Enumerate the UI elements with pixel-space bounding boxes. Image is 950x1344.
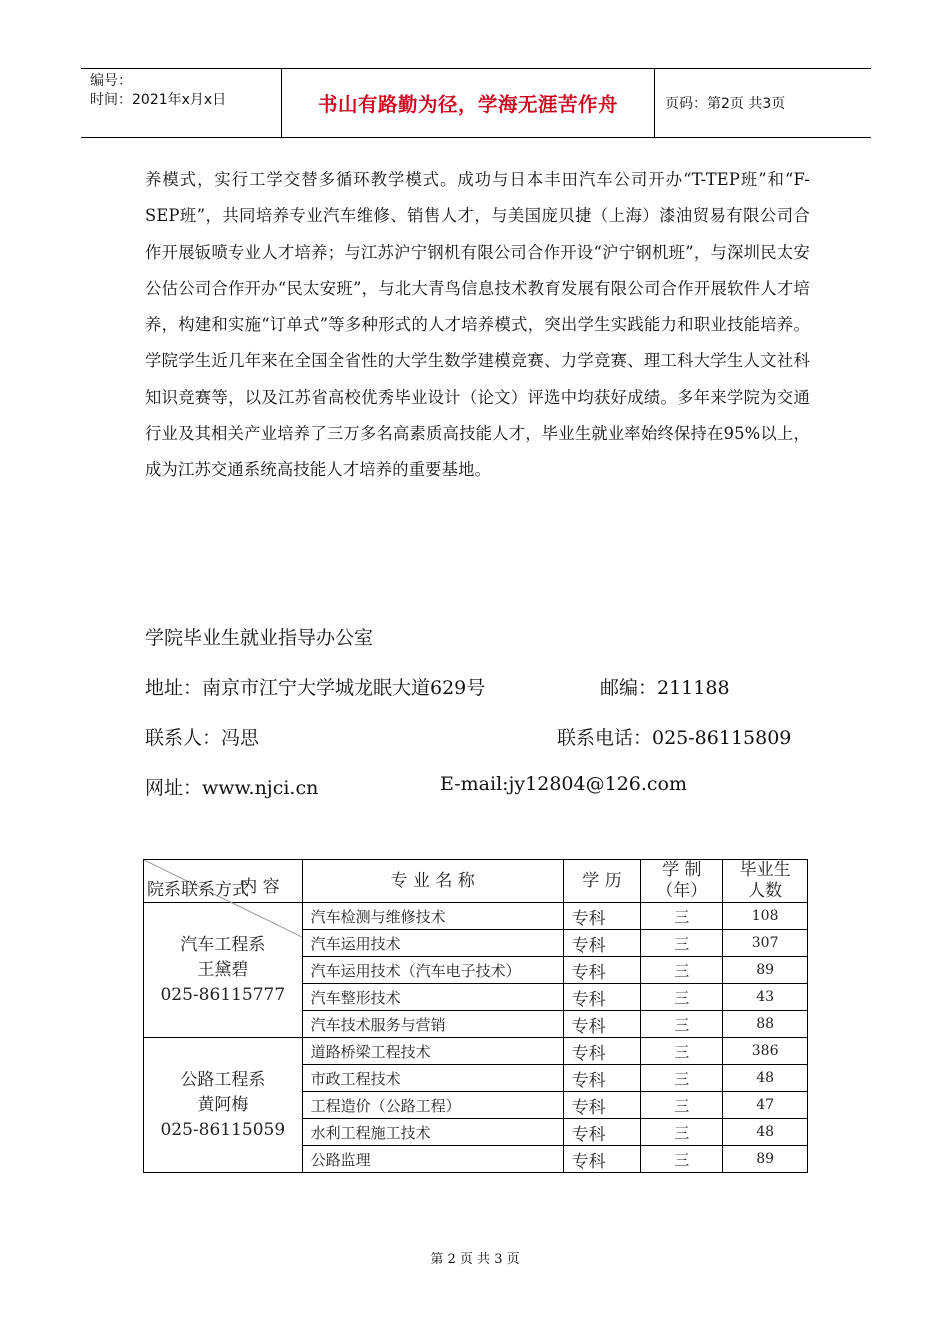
contact-person: 联系人：冯思: [145, 727, 260, 749]
department-name: 汽车工程系: [180, 934, 266, 955]
years-cell: 三: [641, 930, 723, 957]
count-cell: 48: [723, 1119, 808, 1146]
years-header-line2: （年）: [656, 881, 708, 901]
diag-bottom-label: 院系联系方式: [147, 880, 249, 900]
years-cell: 三: [641, 903, 723, 930]
grads-header-line1: 毕业生: [739, 860, 791, 880]
years-cell: 三: [641, 1011, 723, 1038]
years-cell: 三: [641, 1065, 723, 1092]
major-cell: 汽车技术服务与营销: [302, 1011, 563, 1038]
count-cell: 43: [723, 984, 808, 1011]
major-cell: 工程造价（公路工程）: [302, 1092, 563, 1119]
count-cell: 48: [723, 1065, 808, 1092]
website: 网址：www.njci.cn: [145, 777, 319, 799]
years-cell: 三: [641, 1038, 723, 1065]
years-header-line1: 学 制: [662, 860, 702, 880]
code-label: 编号：: [90, 73, 132, 89]
department-contact: 黄阿梅: [197, 1094, 249, 1115]
department-cell: [144, 1038, 303, 1173]
major-cell: 水利工程施工技术: [302, 1119, 563, 1146]
degree-cell: 专科: [563, 1146, 641, 1173]
years-cell: 三: [641, 957, 723, 984]
major-cell: 汽车运用技术（汽车电子技术）: [302, 957, 563, 984]
degree-cell: 专科: [563, 903, 641, 930]
count-cell: 88: [723, 1011, 808, 1038]
degree-cell: 专科: [563, 1011, 641, 1038]
header-motto: 书山有路勤为径，学海无涯苦作舟: [282, 69, 655, 137]
years-cell: 三: [641, 984, 723, 1011]
address: 地址：南京市江宁大学城龙眠大道629号: [145, 677, 486, 699]
header-meta: [81, 69, 282, 137]
years-header: [641, 860, 723, 903]
major-cell: 汽车整形技术: [302, 984, 563, 1011]
degree-cell: 专科: [563, 1092, 641, 1119]
count-cell: 108: [723, 903, 808, 930]
department-phone: 025-86115777: [160, 984, 286, 1005]
degree-cell: 专科: [563, 1119, 641, 1146]
degree-cell: 专科: [563, 1065, 641, 1092]
count-cell: 47: [723, 1092, 808, 1119]
diagonal-header-cell: [144, 860, 303, 903]
table-header-row: [144, 860, 808, 903]
degree-cell: 专科: [563, 957, 641, 984]
majors-table: [143, 859, 808, 1173]
page-footer: 第 2 页 共 3 页: [430, 1252, 520, 1267]
degree-header: 学 历: [563, 860, 641, 903]
address-line: [145, 673, 485, 700]
count-cell: 307: [723, 930, 808, 957]
table-row: [144, 1038, 808, 1065]
postcode: 邮编：211188: [600, 677, 730, 699]
grads-header-line2: 人数: [748, 881, 783, 901]
major-cell: 汽车运用技术: [302, 930, 563, 957]
years-cell: 三: [641, 1119, 723, 1146]
header-page-label: 页码：第2页 共3页: [665, 96, 786, 112]
years-cell: 三: [641, 1146, 723, 1173]
major-cell: 道路桥梁工程技术: [302, 1038, 563, 1065]
grads-header: [723, 860, 808, 903]
major-cell: 市政工程技术: [302, 1065, 563, 1092]
office-name: 学院毕业生就业指导办公室: [145, 627, 374, 649]
major-cell: 汽车检测与维修技术: [302, 903, 563, 930]
count-cell: 89: [723, 957, 808, 984]
department-contact: 王黛碧: [197, 959, 249, 980]
time-label: 时间：2021年x月x日: [90, 92, 227, 108]
diag-top-label: 内 容: [240, 877, 280, 897]
email: E-mail:jy12804@126.com: [440, 773, 688, 795]
count-cell: 89: [723, 1146, 808, 1173]
major-cell: 公路监理: [302, 1146, 563, 1173]
body-paragraph: 养模式，实行工学交替多循环教学模式。成功与日本丰田汽车公司开办“T-TEP班”和“F-SEP班”，共同培养专业汽车维修、销售人才，与美国庞贝捷（上海）漆油贸易有限公司合作开展钣喷专业人才培养；与江苏沪宁钢机有限公司合作开设“沪宁钢机班”，与深圳民太安公估公司合作开办“民太安班”，与北大青鸟信息技术教育发展有限公司合作开展软件人才培养，构建和实施“订单式”等多种形式的人才培养模式，突出学生实践能力和职业技能培养。学院学生近几年来在全国全省性的大学生数学建模竞赛、力学竞赛、理工科大学生人文社科知识竞赛等，以及江苏省高校优秀毕业设计（论文）评选中均获好成绩。多年来学院为交通行业及其相关产业培养了三万多名高素质高技能人才，毕业生就业率始终保持在95%以上，成为江苏交通系统高技能人才培养的重要基地。: [145, 170, 810, 480]
department-name: 公路工程系: [180, 1069, 266, 1090]
degree-cell: 专科: [563, 1038, 641, 1065]
count-cell: 386: [723, 1038, 808, 1065]
years-cell: 三: [641, 1092, 723, 1119]
degree-cell: 专科: [563, 984, 641, 1011]
contact-phone: 联系电话：025-86115809: [557, 727, 792, 749]
department-phone: 025-86115059: [160, 1119, 286, 1140]
degree-cell: 专科: [563, 930, 641, 957]
major-header: 专 业 名 称: [302, 860, 563, 903]
page-header: [81, 68, 871, 138]
